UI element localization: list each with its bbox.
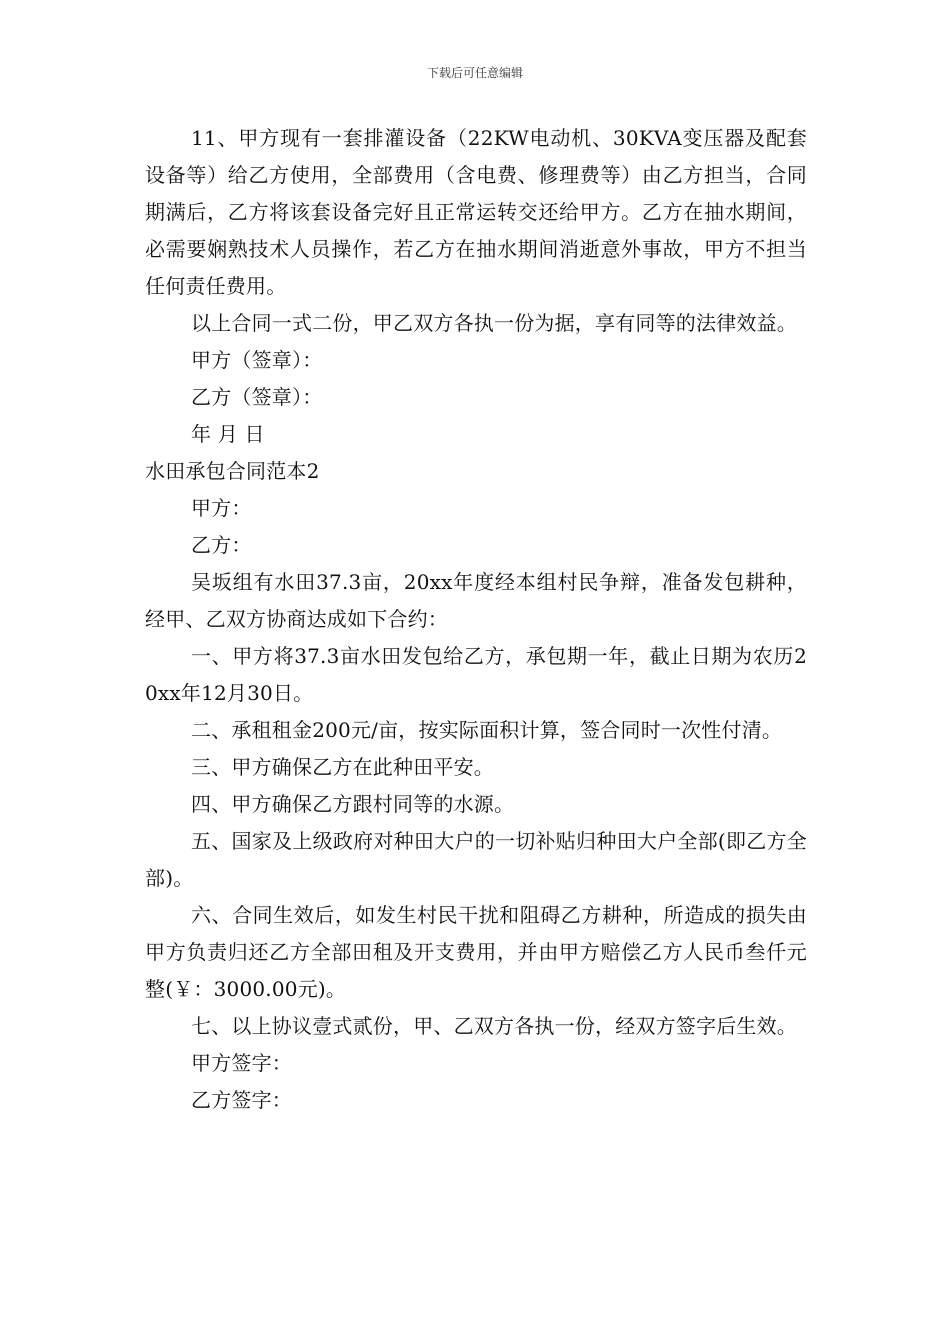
- clause-5-paragraph: 五、国家及上级政府对种田大户的一切补贴归种田大户全部(即乙方全部)。: [145, 829, 807, 890]
- clause-7-paragraph: 七、以上协议壹式贰份，甲、乙双方各执一份，经双方签字后生效。: [191, 1014, 797, 1038]
- section-title: 水田承包合同范本2: [145, 459, 320, 483]
- party-a-signature-line: 甲方签字：: [191, 1051, 292, 1075]
- clause-6-paragraph: 六、合同生效后，如发生村民干扰和阻碍乙方耕种，所造成的损失由甲方负责归还乙方全部田租及开支费用，并由甲方赔偿乙方人民币叁仟元整(￥：3000.00元)。: [145, 903, 807, 1001]
- party-a-seal-line: 甲方（签章）：: [191, 348, 323, 372]
- clause-2-paragraph: 二、承租租金200元/亩，按实际面积计算，签合同时一次性付清。: [191, 718, 783, 742]
- party-b-seal-line: 乙方（签章）：: [191, 385, 323, 409]
- clause-4-paragraph: 四、甲方确保乙方跟村同等的水源。: [191, 792, 515, 816]
- clause-3-paragraph: 三、甲方确保乙方在此种田平安。: [191, 755, 494, 779]
- document-body: [145, 120, 807, 1119]
- clause-11-paragraph: 11、甲方现有一套排灌设备（22KW电动机、30KVA变压器及配套设备等）给乙方使用，全部费用（含电费、修理费等）由乙方担当，合同期满后，乙方将该套设备完好且正常运转交还给甲方。乙方在抽水期间，必需要娴熟技术人员操作，若乙方在抽水期间消逝意外事故，甲方不担当任何责任费用。: [145, 126, 807, 298]
- copies-paragraph: 以上合同一式二份，甲乙双方各执一份为据，享有同等的法律效益。: [191, 311, 797, 335]
- party-a-line: 甲方：: [191, 496, 252, 520]
- intro-paragraph: 吴坂组有水田37.3亩，20xx年度经本组村民争辩，准备发包耕种，经甲、乙双方协商达成如下合约：: [145, 570, 807, 631]
- clause-1-paragraph: 一、甲方将37.3亩水田发包给乙方，承包期一年，截止日期为农历20xx年12月30日。: [145, 644, 807, 705]
- party-b-signature-line: 乙方签字：: [191, 1088, 292, 1112]
- party-b-line: 乙方：: [191, 533, 252, 557]
- page-header: 下载后可任意编辑: [426, 66, 523, 80]
- date-line: 年 月 日: [191, 422, 265, 446]
